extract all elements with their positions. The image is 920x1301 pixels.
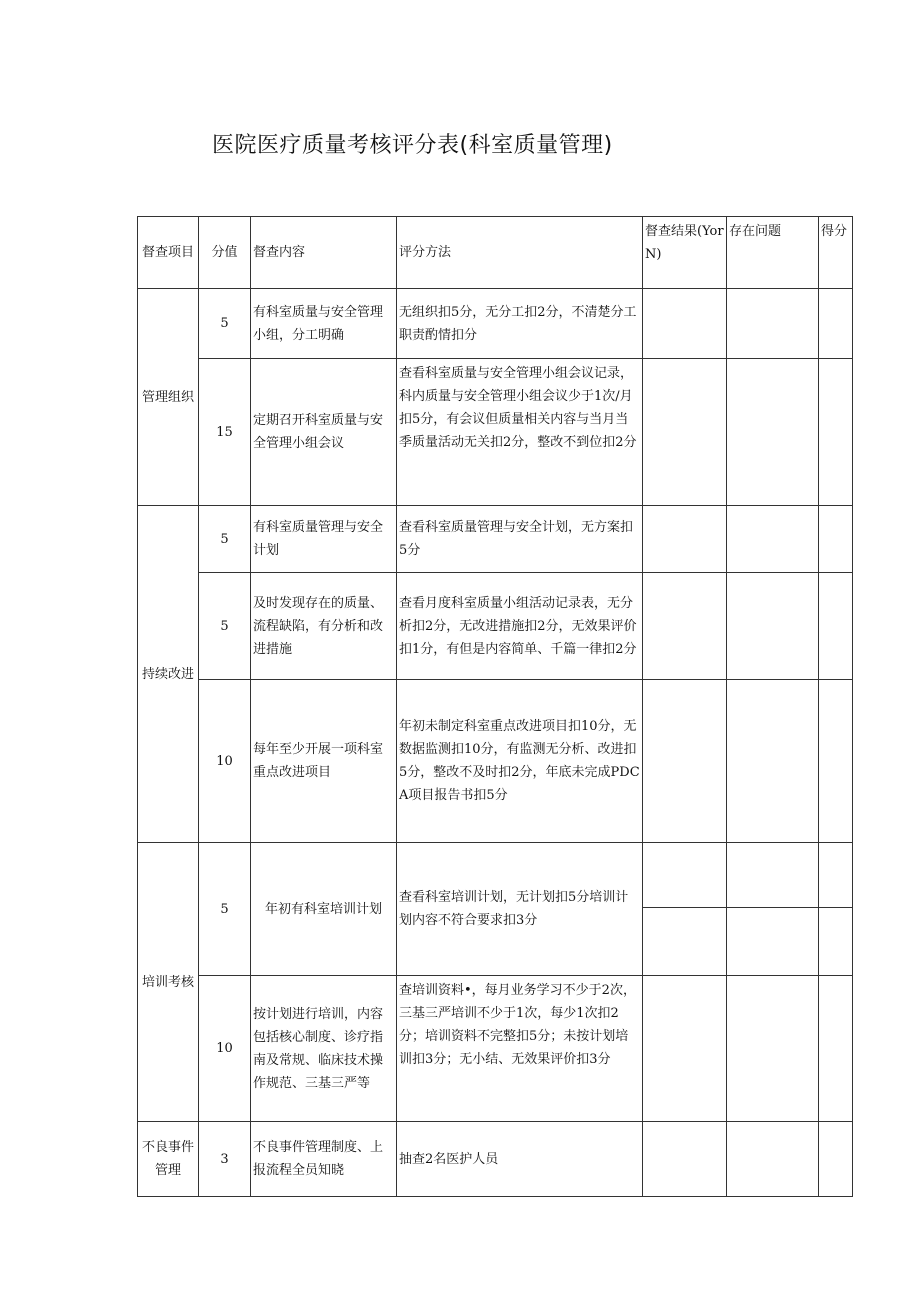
points-cell[interactable]: [819, 359, 853, 506]
header-method: 评分方法: [397, 217, 643, 289]
header-score: 分值: [199, 217, 251, 289]
table-row: [138, 359, 853, 506]
row-method: 查看科室质量管理与安全计划，无方案扣5分: [397, 506, 643, 573]
row-content: 有科室质量与安全管理小组，分工明确: [251, 289, 397, 359]
row-score: 5: [199, 843, 251, 976]
result-cell[interactable]: [643, 843, 727, 908]
table-row: [138, 1122, 853, 1197]
header-content: 督查内容: [251, 217, 397, 289]
row-method: 年初未制定科室重点改进项目扣10分，无数据监测扣10分，有监测无分析、改进扣5分，整改不及时扣2分，年底未完成PDCA项目报告书扣5分: [397, 680, 643, 843]
problem-cell[interactable]: [727, 976, 819, 1122]
row-score: 3: [199, 1122, 251, 1197]
table-row: [138, 680, 853, 843]
result-cell[interactable]: [643, 680, 727, 843]
table-row: [138, 506, 853, 573]
row-score: 10: [199, 680, 251, 843]
points-cell[interactable]: [819, 1122, 853, 1197]
row-method: 无组织扣5分，无分工扣2分，不清楚分工职责酌情扣分: [397, 289, 643, 359]
row-method: 查看月度科室质量小组活动记录表，无分析扣2分，无改进措施扣2分，无效果评价扣1分，有但是内容简单、千篇一律扣2分: [397, 573, 643, 680]
section-name: 培训考核: [138, 843, 199, 1122]
row-method: 查看科室培训计划，无计划扣5分培训计划内容不符合要求扣3分: [397, 843, 643, 976]
row-content: 按计划进行培训，内容包括核心制度、诊疗指南及常规、临床技术操作规范、三基三严等: [251, 976, 397, 1122]
points-cell[interactable]: [819, 843, 853, 908]
points-cell[interactable]: [819, 573, 853, 680]
row-score: 15: [199, 359, 251, 506]
result-cell[interactable]: [643, 1122, 727, 1197]
row-content: 每年至少开展一项科室重点改进项目: [251, 680, 397, 843]
section-name: 不良事件管理: [138, 1122, 199, 1197]
row-content: 年初有科室培训计划: [251, 843, 397, 976]
header-result: 督查结果(YorN): [643, 217, 727, 289]
row-content: 不良事件管理制度、上报流程全员知晓: [251, 1122, 397, 1197]
result-cell[interactable]: [643, 506, 727, 573]
result-cell[interactable]: [643, 359, 727, 506]
page-title: 医院医疗质量考核评分表(科室质量管理): [212, 133, 613, 158]
row-content: 及时发现存在的质量、流程缺陷，有分析和改进措施: [251, 573, 397, 680]
header-problem: 存在问题: [727, 217, 819, 289]
section-name: 管理组织: [138, 289, 199, 506]
row-score: 5: [199, 573, 251, 680]
points-cell[interactable]: [819, 976, 853, 1122]
points-cell[interactable]: [819, 506, 853, 573]
problem-cell[interactable]: [727, 1122, 819, 1197]
points-cell[interactable]: [819, 680, 853, 843]
problem-cell[interactable]: [727, 908, 819, 976]
problem-cell[interactable]: [727, 359, 819, 506]
row-method: 查看科室质量与安全管理小组会议记录，科内质量与安全管理小组会议少于1次/月扣5分，有会议但质量相关内容与当月当季质量活动无关扣2分，整改不到位扣2分: [397, 359, 643, 506]
problem-cell[interactable]: [727, 289, 819, 359]
row-method: 查培训资料•，每月业务学习不少于2次，三基三严培训不少于1次，每少1次扣2分；培训资料不完整扣5分；未按计划培训扣3分；无小结、无效果评价扣3分: [397, 976, 643, 1122]
result-cell[interactable]: [643, 908, 727, 976]
row-method: 抽查2名医护人员: [397, 1122, 643, 1197]
header-item: 督查项目: [138, 217, 199, 289]
result-cell[interactable]: [643, 573, 727, 680]
table-row: [138, 289, 853, 359]
table-row: [138, 573, 853, 680]
row-content: 定期召开科室质量与安全管理小组会议: [251, 359, 397, 506]
points-cell[interactable]: [819, 908, 853, 976]
table-row: [138, 976, 853, 1122]
scoring-table: [137, 216, 853, 1197]
header-points: 得分: [819, 217, 853, 289]
table-row: [138, 843, 853, 908]
problem-cell[interactable]: [727, 573, 819, 680]
row-score: 5: [199, 289, 251, 359]
section-name: 持续改进: [138, 506, 199, 843]
problem-cell[interactable]: [727, 843, 819, 908]
table-header-row: [138, 217, 853, 289]
result-cell[interactable]: [643, 289, 727, 359]
points-cell[interactable]: [819, 289, 853, 359]
problem-cell[interactable]: [727, 506, 819, 573]
row-content: 有科室质量管理与安全计划: [251, 506, 397, 573]
result-cell[interactable]: [643, 976, 727, 1122]
problem-cell[interactable]: [727, 680, 819, 843]
row-score: 10: [199, 976, 251, 1122]
row-score: 5: [199, 506, 251, 573]
